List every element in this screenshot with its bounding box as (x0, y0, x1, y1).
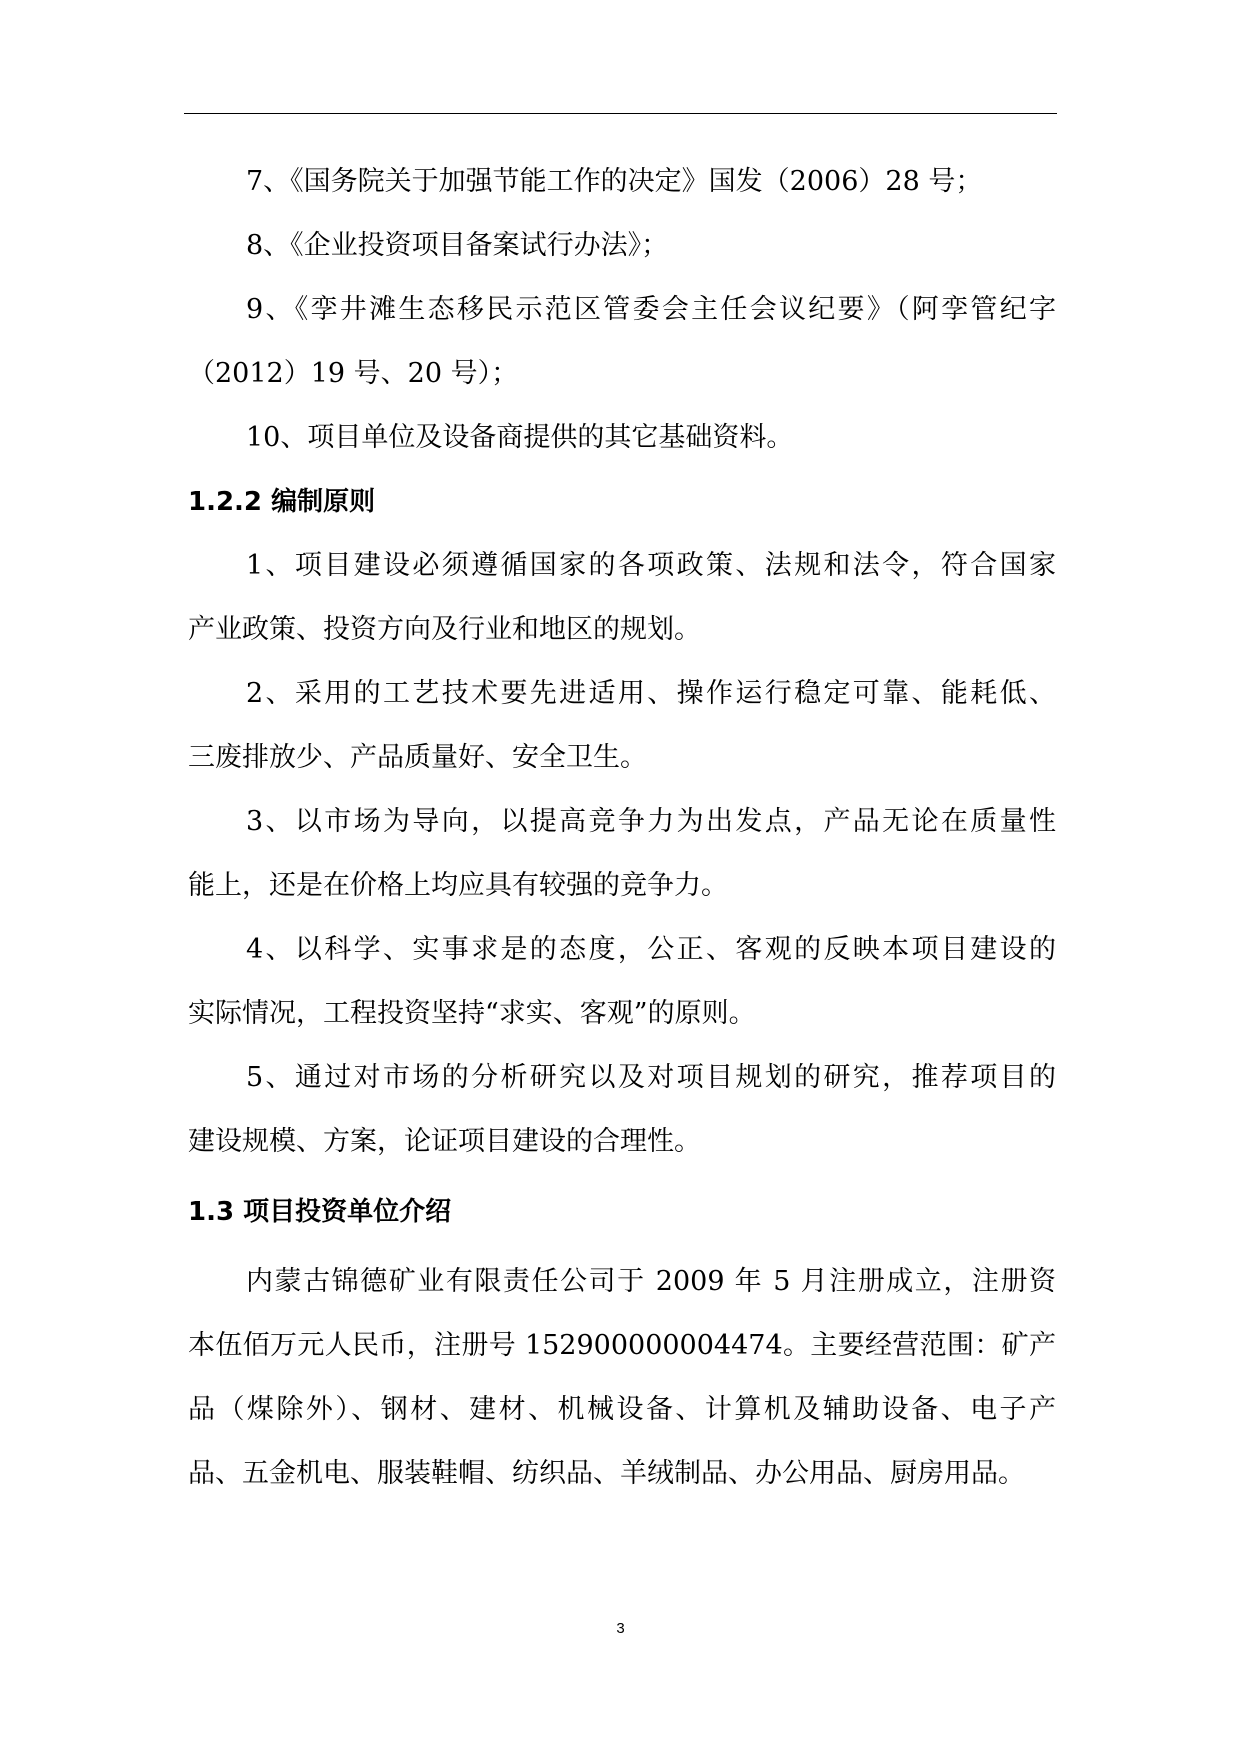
principle-5-continued: 建设规模、方案，论证项目建设的合理性。 (188, 1126, 701, 1157)
section-heading-1-3: 1.3 项目投资单位介绍 (188, 1197, 452, 1227)
reference-item-8: 8、《企业投资项目备案试行办法》； (246, 230, 669, 261)
company-paragraph-line-4: 品、五金机电、服装鞋帽、纺织品、羊绒制品、办公用品、厨房用品。 (188, 1458, 1025, 1489)
reference-item-9: 9、《孪井滩生态移民示范区管委会主任会议纪要》（阿孪管纪字 (246, 294, 1056, 325)
section-heading-1-2-2: 1.2.2 编制原则 (188, 487, 376, 517)
header-rule (184, 113, 1057, 114)
reference-item-9-continued: （2012）19 号、20 号）； (188, 358, 519, 389)
reference-item-10: 10、项目单位及设备商提供的其它基础资料。 (246, 422, 794, 453)
principle-4-continued: 实际情况，工程投资坚持“求实、客观”的原则。 (188, 998, 756, 1029)
company-paragraph-line-3: 品（煤除外）、钢材、建材、机械设备、计算机及辅助设备、电子产 (188, 1394, 1056, 1425)
page-body (188, 150, 1056, 1506)
principle-2: 2、采用的工艺技术要先进适用、操作运行稳定可靠、能耗低、 (246, 678, 1056, 709)
company-paragraph-line-2: 本伍佰万元人民币，注册号 152900000004474。主要经营范围：矿产 (188, 1330, 1056, 1361)
principle-5: 5、通过对市场的分析研究以及对项目规划的研究，推荐项目的 (246, 1062, 1056, 1093)
principle-4: 4、以科学、实事求是的态度，公正、客观的反映本项目建设的 (246, 934, 1056, 965)
page-number: 3 (616, 1620, 625, 1637)
principle-1: 1、项目建设必须遵循国家的各项政策、法规和法令，符合国家 (246, 550, 1056, 581)
principle-1-continued: 产业政策、投资方向及行业和地区的规划。 (188, 614, 701, 645)
principle-2-continued: 三废排放少、产品质量好、安全卫生。 (188, 742, 647, 773)
company-paragraph-line-1: 内蒙古锦德矿业有限责任公司于 2009 年 5 月注册成立，注册资 (246, 1266, 1056, 1297)
principle-3: 3、以市场为导向，以提高竞争力为出发点，产品无论在质量性 (246, 806, 1056, 837)
principle-3-continued: 能上，还是在价格上均应具有较强的竞争力。 (188, 870, 728, 901)
reference-item-7: 7、《国务院关于加强节能工作的决定》国发（2006）28 号； (246, 166, 983, 197)
